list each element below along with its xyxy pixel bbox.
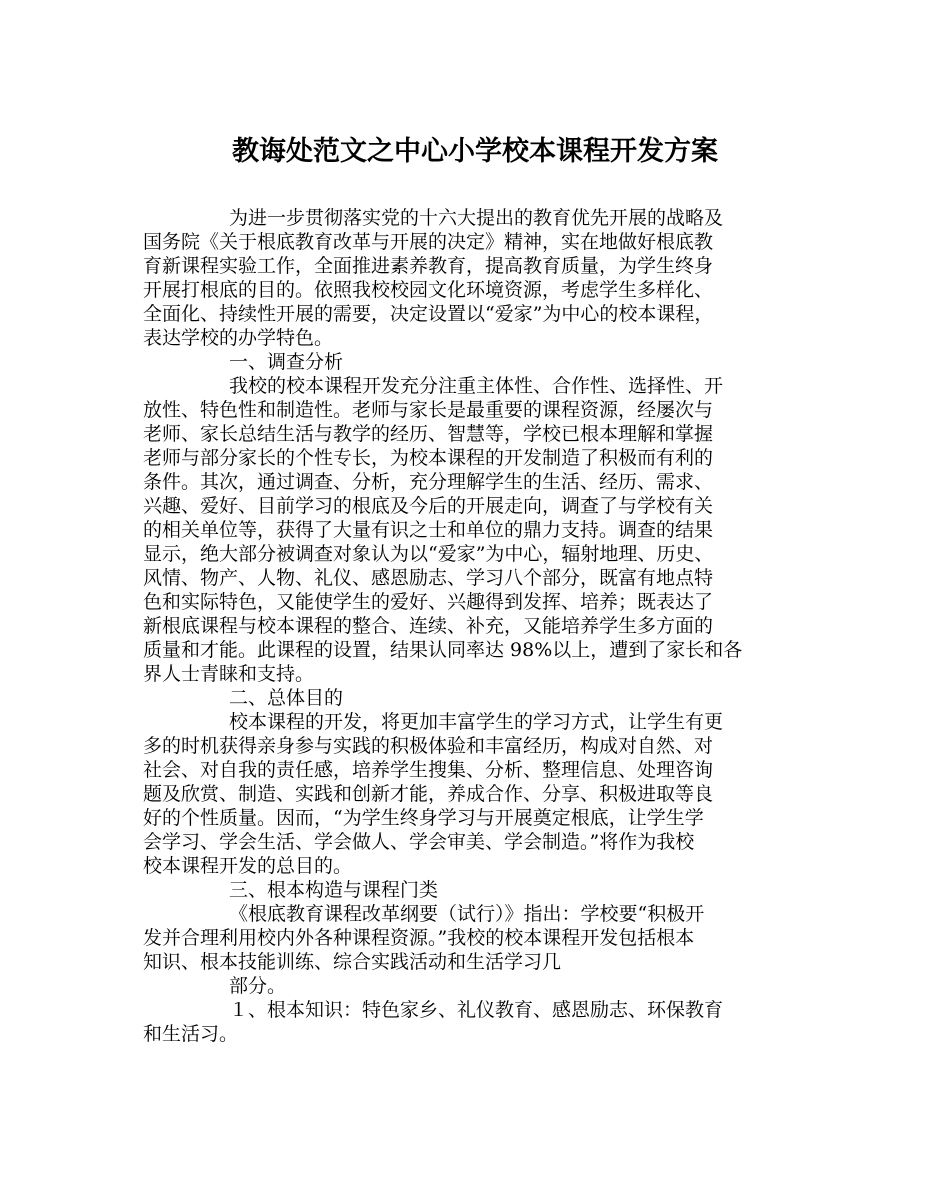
text-line: 为进一步贯彻落实党的十六大提出的教育优先开展的战略及 — [229, 207, 724, 229]
text-line: 老师、家长总结生活与教学的经历、智慧等，学校已根本理解和掌握 — [143, 423, 714, 445]
text-line: 一、调查分析 — [229, 351, 344, 373]
document-body — [143, 206, 817, 1046]
text-line: 二、总体目的 — [229, 687, 344, 709]
text-line: 校本课程开发的总目的。 — [143, 855, 353, 877]
text-line: 表达学校的办学特色。 — [143, 327, 334, 349]
text-line: １、根本知识：特色家乡、礼仪教育、感恩励志、环保教育 — [229, 999, 724, 1021]
text-line: 好的个性质量。因而，“为学生终身学习与开展奠定根底，让学生学 — [143, 807, 704, 829]
text-line: 我校的校本课程开发充分注重主体性、合作性、选择性、开 — [229, 375, 724, 397]
text-line: 部分。 — [229, 975, 287, 997]
text-line: 社会、对自我的责任感，培养学生搜集、分析、整理信息、处理咨询 — [143, 759, 714, 781]
text-line: 风情、物产、人物、礼仪、感恩励志、学习八个部分，既富有地点特 — [143, 567, 714, 589]
text-line: 知识、根本技能训练、综合实践活动和生活学习几 — [143, 951, 562, 973]
text-line: 和生活习。 — [143, 1023, 239, 1045]
text-line: 质量和才能。此课程的设置，结果认同率达 98%以上，遭到了家长和各 — [143, 639, 743, 661]
text-line: 新根底课程与校本课程的整合、连续、补充，又能培养学生多方面的 — [143, 615, 714, 637]
text-line: 育新课程实验工作，全面推进素养教育，提高教育质量，为学生终身 — [143, 255, 714, 277]
text-line: 放性、特色性和制造性。老师与家长是最重要的课程资源，经屡次与 — [143, 399, 714, 421]
text-line: 全面化、持续性开展的需要，决定设置以“爱家”为中心的校本课程， — [143, 303, 714, 325]
text-line: 会学习、学会生活、学会做人、学会审美、学会制造。”将作为我校 — [143, 831, 695, 853]
text-line: 多的时机获得亲身参与实践的积极体验和丰富经历，构成对自然、对 — [143, 735, 714, 757]
text-line: 题及欣赏、制造、实践和创新才能，养成合作、分享、积极进取等良 — [143, 783, 714, 805]
text-line: 界人士青睐和支持。 — [143, 663, 315, 685]
text-line: 《根底教育课程改革纲要（试行）》指出：学校要“积极开 — [229, 903, 705, 925]
text-line: 三、根本构造与课程门类 — [229, 879, 439, 901]
text-line: 条件。其次，通过调查、分析，充分理解学生的生活、经历、需求、 — [143, 471, 714, 493]
document-title: 教诲处范文之中心小学校本课程开发方案 — [232, 136, 718, 167]
text-line: 校本课程的开发，将更加丰富学生的学习方式，让学生有更 — [229, 711, 724, 733]
text-line: 兴趣、爱好、目前学习的根底及今后的开展走向，调查了与学校有关 — [143, 495, 714, 517]
text-line: 国务院《关于根底教育改革与开展的决定》精神，实在地做好根底教 — [143, 231, 714, 253]
text-line: 发并合理利用校内外各种课程资源。”我校的校本课程开发包括根本 — [143, 927, 695, 949]
text-line: 的相关单位等，获得了大量有识之士和单位的鼎力支持。调查的结果 — [143, 519, 714, 541]
text-line: 老师与部分家长的个性专长，为校本课程的开发制造了积极而有利的 — [143, 447, 714, 469]
text-line: 显示，绝大部分被调查对象认为以“爱家”为中心，辐射地理、历史、 — [143, 543, 714, 565]
text-line: 色和实际特色，又能使学生的爱好、兴趣得到发挥、培养；既表达了 — [143, 591, 714, 613]
text-line: 开展打根底的目的。依照我校校园文化环境资源，考虑学生多样化、 — [143, 279, 714, 301]
